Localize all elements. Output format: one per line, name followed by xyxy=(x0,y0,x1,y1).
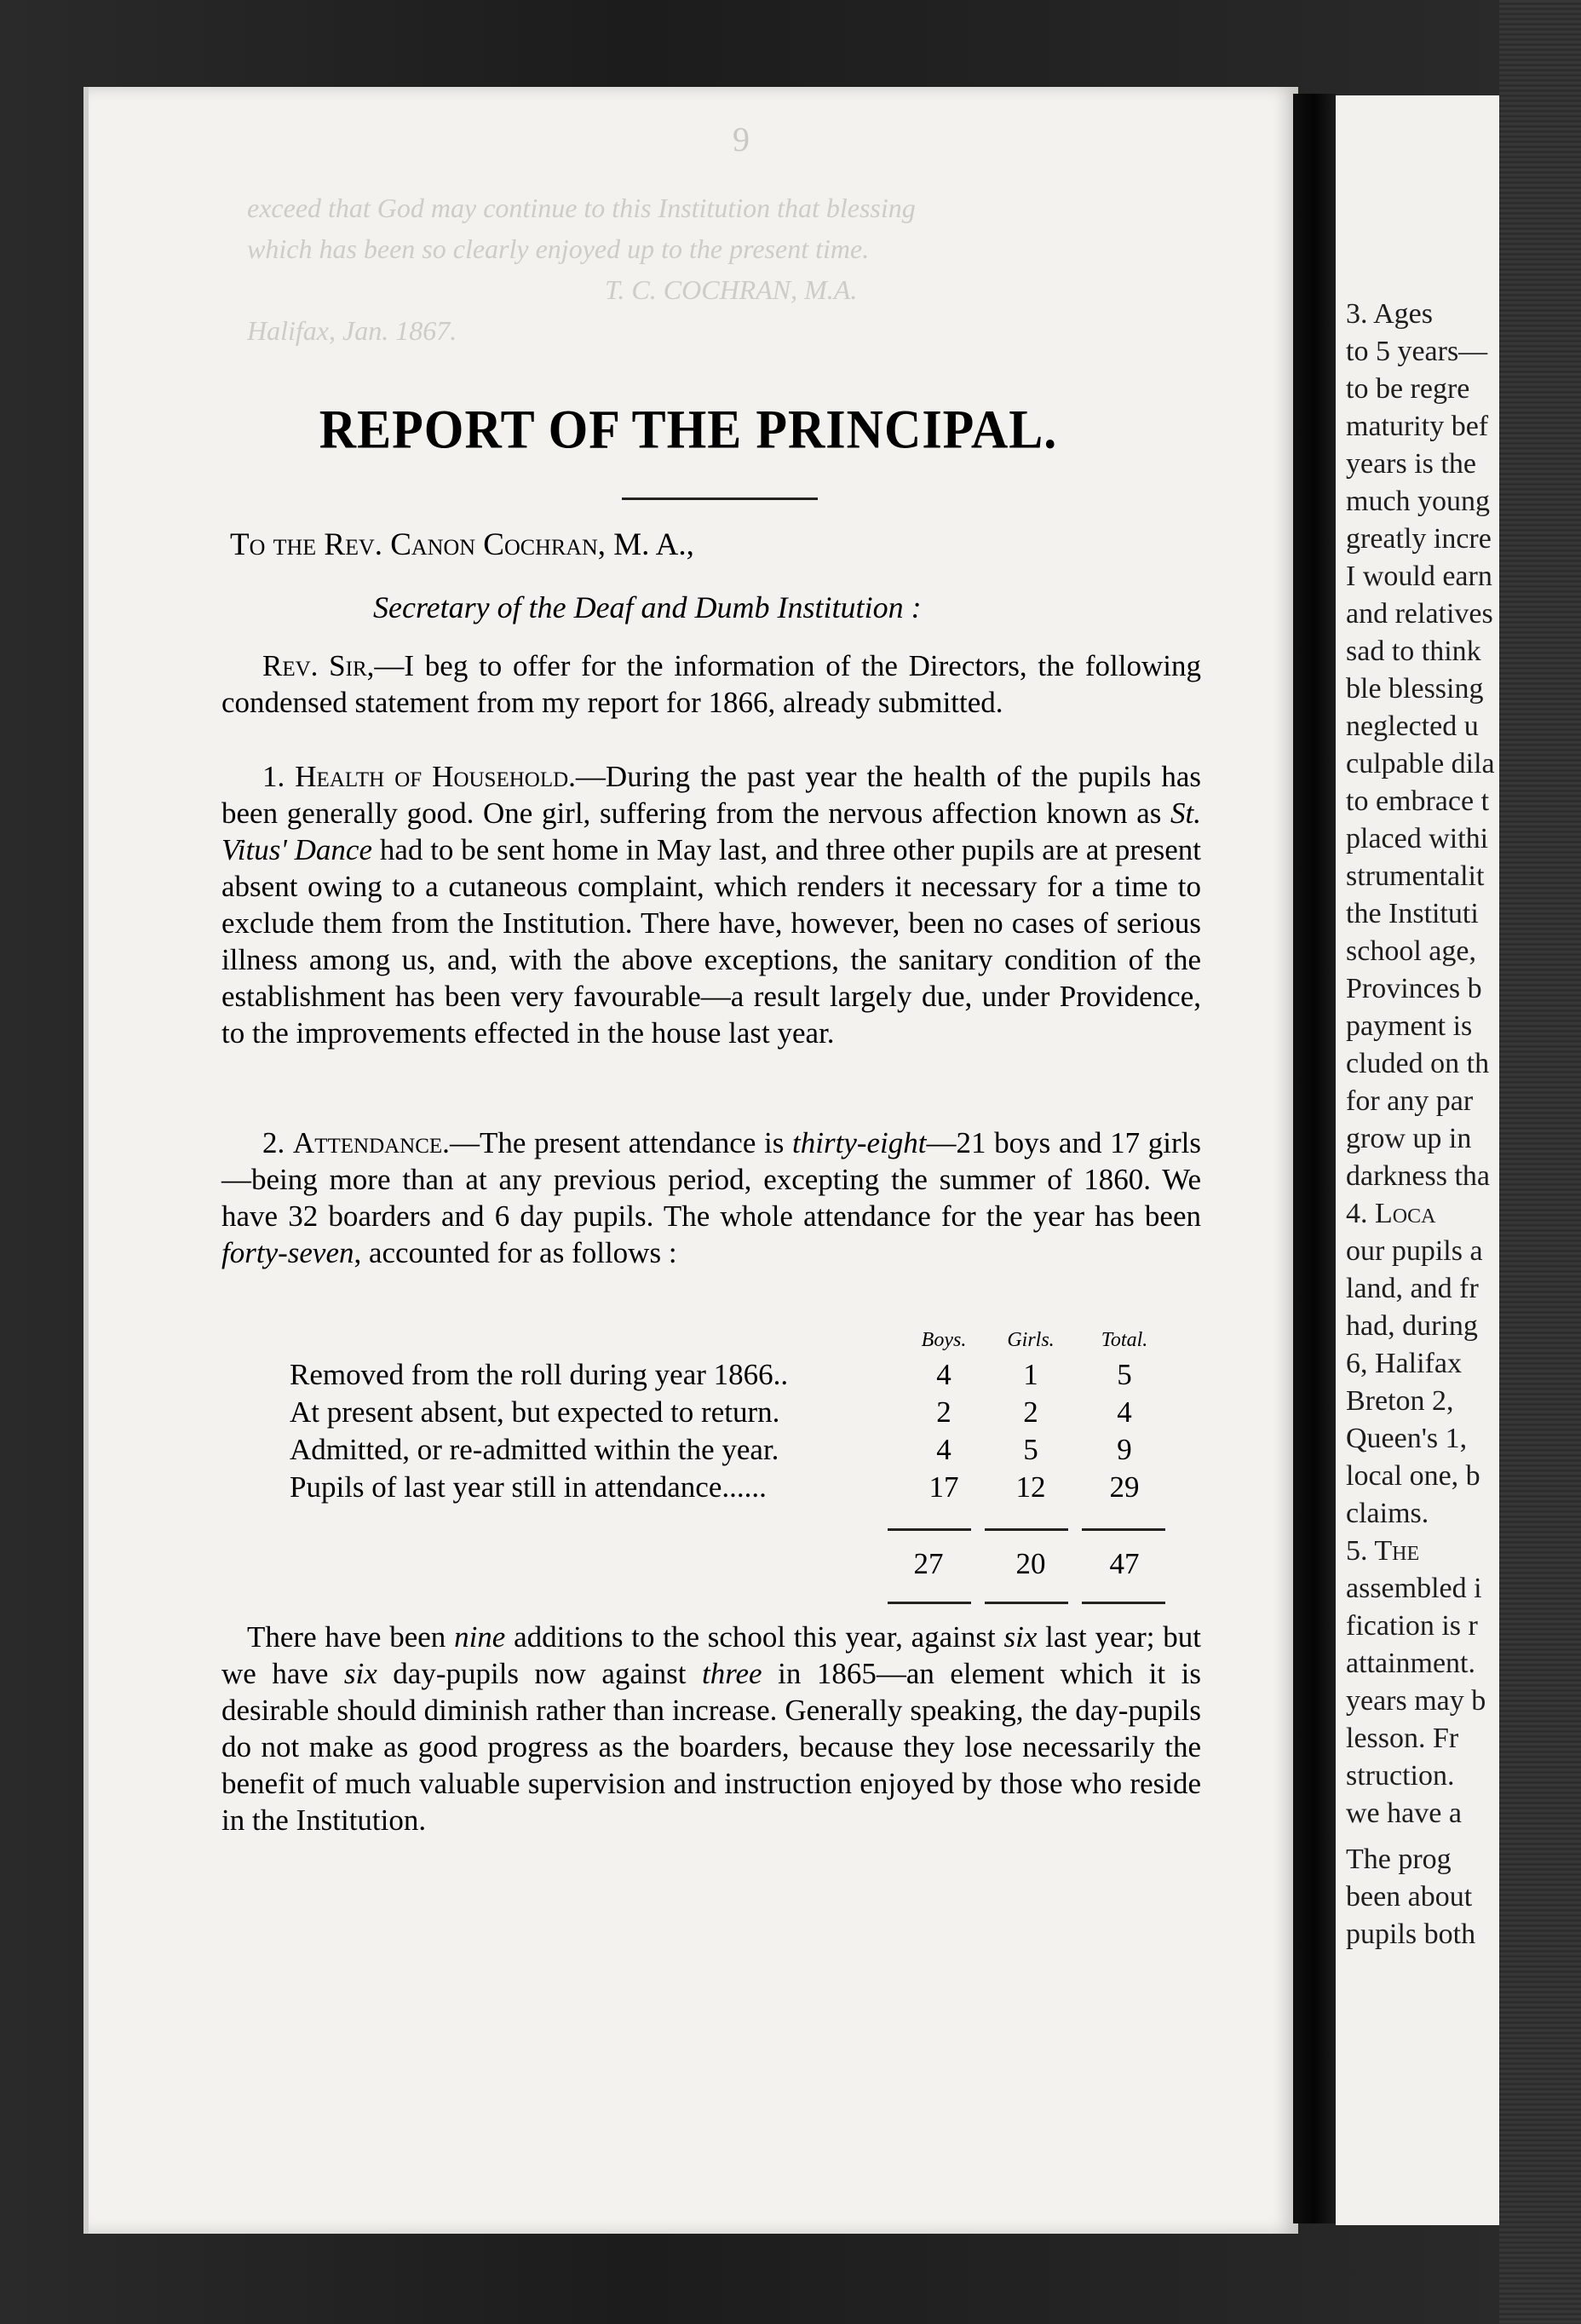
right-page-line: placed withi xyxy=(1346,823,1489,854)
bleed-line: T. C. COCHRAN, M.A. xyxy=(605,274,858,305)
title-rule xyxy=(622,498,818,500)
right-page-line: 6, Halifax xyxy=(1346,1348,1462,1379)
right-page-line: culpable dila xyxy=(1346,748,1495,779)
row-girls: 5 xyxy=(1023,1433,1038,1466)
right-page-line: to be regre xyxy=(1346,373,1470,405)
addressee-role: Secretary of the Deaf and Dumb Institution : xyxy=(373,590,922,624)
section2-number: 2. xyxy=(262,1126,285,1159)
right-page-line: we have a xyxy=(1346,1798,1462,1829)
section1-italic: St. Vitus' Dance xyxy=(221,797,1201,866)
section2-italic-b: forty-seven xyxy=(221,1236,354,1269)
right-page-line: been about xyxy=(1346,1881,1473,1913)
right-page-line: attainment. xyxy=(1346,1648,1476,1679)
section-attendance xyxy=(221,1125,1201,1271)
right-page-line: for any par xyxy=(1346,1085,1474,1117)
intro-salutation: Rev. Sir, xyxy=(262,649,375,682)
row-total: 4 xyxy=(1117,1395,1132,1429)
section2-text-b: —21 boys and 17 girls—being more than at any previous period, excepting the summer of 1860. We have 32 boarders and 6 day pupils. The whole attendance for the year has been xyxy=(221,1126,1202,1233)
right-page-line: to 5 years— xyxy=(1346,336,1488,367)
right-page-line: to embrace t xyxy=(1346,785,1490,817)
right-page-line: school age, xyxy=(1346,935,1476,967)
right-page-line: 3. Ages xyxy=(1346,298,1433,330)
right-page-line: had, during xyxy=(1346,1310,1478,1342)
right-page-line: our pupils a xyxy=(1346,1235,1483,1267)
right-page-line: and relatives xyxy=(1346,598,1493,630)
bleed-line: Halifax, Jan. 1867. xyxy=(247,315,457,346)
right-page-line: payment is xyxy=(1346,1010,1473,1042)
right-page-line: assembled i xyxy=(1346,1573,1482,1604)
section1-number: 1. xyxy=(262,760,285,793)
right-page-line: sad to think xyxy=(1346,636,1481,667)
right-page-line: much young xyxy=(1346,486,1491,517)
right-page-line: Breton 2, xyxy=(1346,1385,1454,1417)
header-total: Total. xyxy=(1101,1329,1148,1351)
section2-text-c: , accounted for as follows : xyxy=(354,1236,677,1269)
right-page-line: 4. Loca xyxy=(1346,1198,1436,1229)
row-total: 29 xyxy=(1109,1470,1140,1504)
row-boys: 4 xyxy=(936,1358,951,1391)
section2-text-a: —The present attendance is xyxy=(449,1126,793,1159)
row-boys: 17 xyxy=(928,1470,959,1504)
right-page-partial xyxy=(1336,95,1499,2225)
row-total: 5 xyxy=(1117,1358,1132,1391)
right-page-line: land, and fr xyxy=(1346,1273,1479,1304)
closing-italic: six xyxy=(343,1657,377,1690)
closing-paragraph xyxy=(221,1619,1201,1838)
right-page-line: local one, b xyxy=(1346,1460,1480,1492)
bleed-line: which has been so clearly enjoyed up to the present time. xyxy=(247,233,870,264)
total-girls: 20 xyxy=(1015,1547,1046,1580)
section1-heading: Health of Household. xyxy=(295,760,576,793)
right-page-line: neglected u xyxy=(1346,710,1479,742)
right-page-line: I would earn xyxy=(1346,561,1492,592)
right-page-line: greatly incre xyxy=(1346,523,1492,555)
sum-rule xyxy=(1082,1602,1165,1604)
scanner-frame-edge xyxy=(1499,0,1581,2324)
intro-paragraph xyxy=(221,647,1201,721)
closing-italic: six xyxy=(1003,1620,1038,1654)
right-page-line: maturity bef xyxy=(1346,411,1489,442)
closing-text-b: additions to the school this year, against xyxy=(505,1620,1004,1654)
closing-italic: nine xyxy=(454,1620,506,1654)
right-page-line: years may b xyxy=(1346,1685,1486,1717)
right-page-line: ble blessing xyxy=(1346,673,1484,705)
row-label: Pupils of last year still in attendance...... xyxy=(290,1470,767,1504)
right-page-line: Provinces b xyxy=(1346,973,1482,1004)
right-page-line: cluded on th xyxy=(1346,1048,1490,1079)
right-page-line: strumentalit xyxy=(1346,860,1485,892)
row-total: 9 xyxy=(1117,1433,1132,1466)
closing-text-e: in 1865—an element which it is desirable should diminish rather than increase. Generally speaking, the day-pupils do not make as good progress as the boarders, because they lose necessarily the benefit of much valuable supervision and instruction enjoyed by those who reside in the Institution. xyxy=(221,1657,1201,1837)
header-girls: Girls. xyxy=(1007,1329,1055,1351)
right-page-line: fication is r xyxy=(1346,1610,1478,1642)
right-page-line: darkness tha xyxy=(1346,1160,1491,1192)
total-total: 47 xyxy=(1109,1547,1140,1580)
right-page-line: struction. xyxy=(1346,1760,1455,1792)
addressee: To the Rev. Canon Cochran, M. A., xyxy=(230,527,694,562)
right-page-line: grow up in xyxy=(1346,1123,1472,1154)
row-boys: 4 xyxy=(936,1433,951,1466)
section-health xyxy=(221,758,1201,1051)
book-gutter xyxy=(1293,94,1336,2223)
row-boys: 2 xyxy=(936,1395,951,1429)
closing-italic: three xyxy=(701,1657,762,1690)
header-boys: Boys. xyxy=(921,1329,967,1351)
right-page-line: lesson. Fr xyxy=(1346,1723,1459,1754)
row-label: At present absent, but expected to return. xyxy=(290,1395,780,1429)
report-title: REPORT OF THE PRINCIPAL. xyxy=(319,399,1058,460)
sum-rule xyxy=(888,1602,971,1604)
right-page-line: The prog xyxy=(1346,1844,1452,1875)
row-label: Admitted, or re-admitted within the year. xyxy=(290,1433,779,1466)
intro-text: —I beg to offer for the information of the Directors, the following condensed statement from my report for 1866, already submitted. xyxy=(221,649,1201,719)
bleed-through-text xyxy=(247,187,1184,351)
bleed-line: exceed that God may continue to this Institution that blessing xyxy=(247,193,916,223)
row-girls: 1 xyxy=(1023,1358,1038,1391)
right-page-line: years is the xyxy=(1346,448,1476,480)
row-girls: 2 xyxy=(1023,1395,1038,1429)
section1-text-b: had to be sent home in May last, and three other pupils are at present absent owing to a cutaneous complaint, which renders it necessary for a time to exclude them from the Institution. There have, however, been no cases of serious illness among us, and, with the above exceptions, the sanitary condition of the establishment has been very favourable—a result largely due, under Providence, to the improvements effected in the house last year. xyxy=(221,833,1202,1050)
section1-text-a: —During the past year the health of the pupils has been generally good. One girl, suffering from the nervous affection known as xyxy=(221,760,1202,830)
sum-rule xyxy=(985,1528,1068,1531)
right-page-line: 5. The xyxy=(1346,1535,1420,1567)
closing-text-d: day-pupils now against xyxy=(377,1657,702,1690)
page-number: 9 xyxy=(733,120,750,158)
right-page-line: the Instituti xyxy=(1346,898,1479,929)
right-page-line: Queen's 1, xyxy=(1346,1423,1468,1454)
row-label: Removed from the roll during year 1866.. xyxy=(290,1358,789,1391)
section2-italic-a: thirty-eight xyxy=(792,1126,927,1159)
closing-text-c: last year; but we have xyxy=(221,1620,1202,1690)
sum-rule xyxy=(985,1602,1068,1604)
total-boys: 27 xyxy=(913,1547,944,1580)
row-girls: 12 xyxy=(1015,1470,1046,1504)
sum-rule xyxy=(888,1528,971,1531)
right-page-line: claims. xyxy=(1346,1498,1429,1529)
closing-text-a: There have been xyxy=(247,1620,455,1654)
section2-heading: Attendance. xyxy=(292,1126,450,1159)
right-page-line: pupils both xyxy=(1346,1918,1476,1950)
sum-rule xyxy=(1082,1528,1165,1531)
